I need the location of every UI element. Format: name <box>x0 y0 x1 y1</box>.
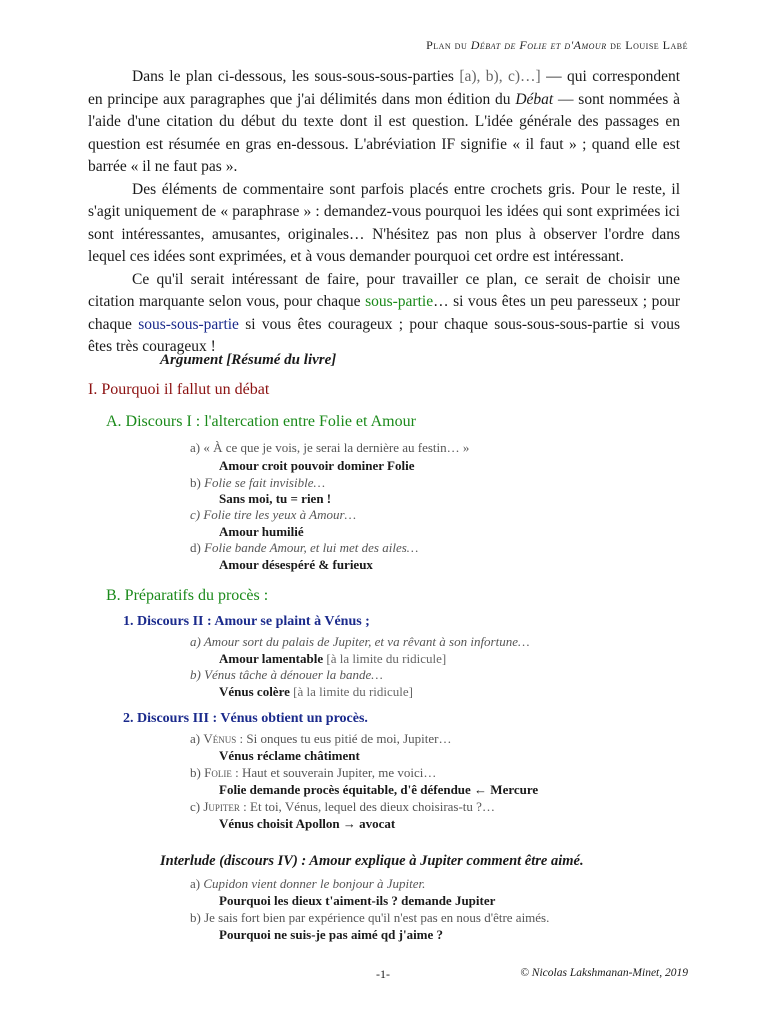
item-summary: Vénus choisit Apollon → avocat <box>219 816 396 831</box>
header-prefix: Plan du <box>426 38 471 52</box>
intro-p3-text-2: … si vous êtes un peu paresseux ; pour chaque <box>88 293 680 333</box>
intro-p3-sous-sous-partie: sous-sous-partie <box>138 315 239 333</box>
header-suffix: de Louise Labé <box>606 38 688 52</box>
part-1-heading: I. Pourquoi il fallut un débat <box>88 381 270 398</box>
item-summary: Amour lamentable [à la limite du ridicule] <box>219 651 447 666</box>
item-summary: Amour croit pouvoir dominer Folie <box>219 458 415 473</box>
intro-p1-text: Dans le plan ci-dessous, les sous-sous-sous-parties <box>132 68 460 85</box>
argument-heading: Argument [Résumé du livre] <box>160 352 337 368</box>
intro-p3-text-4: si vous êtes très courageux ! <box>88 315 680 355</box>
intro-p3-text-3: si vous êtes courageux ; pour chaque <box>238 315 495 333</box>
list-item: a) Cupidon vient donner le bonjour à Jupiter. <box>190 876 426 891</box>
intro-p3-sous-sous-sous-partie: sous-sous-sous-partie <box>494 315 628 333</box>
header-title: Débat de Folie et d'Amour <box>470 38 607 52</box>
intro-p3-sous-partie: sous-partie <box>365 293 434 310</box>
intro-p1-text-3: — sont nommées à l'aide d'une citation du début du texte dont il est question. L'idée générale des passages en question est résumée en gras en-dessous. L'abréviation IF signifie « il faut » ; quand elle est barrée « il ne faut pas ». <box>88 90 681 175</box>
introduction <box>88 66 680 359</box>
interlude-heading: Interlude (discours IV) : Amour explique à Jupiter comment être aimé. <box>160 853 584 869</box>
list-item: a) Amour sort du palais de Jupiter, et va rêvant à son infortune… <box>190 634 530 649</box>
list-item: b) Je sais fort bien par expérience qu'il n'est pas en nous d'être aimés. <box>190 910 550 925</box>
intro-p1-title: Débat <box>515 90 554 108</box>
intro-p3-text: Ce qu'il serait intéressant de faire, pour travailler ce plan, ce serait de choisir une citation marquante selon vous, pour chaque <box>88 270 680 310</box>
list-item: b) Vénus tâche à dénouer la bande… <box>190 667 383 682</box>
page-number: -1- <box>376 967 390 981</box>
intro-p1-markers: [a), b), c)…] <box>459 68 541 85</box>
subsection-1-heading: 1. Discours II : Amour se plaint à Vénus ; <box>123 614 370 629</box>
running-header <box>426 38 688 53</box>
item-summary: Sans moi, tu = rien ! <box>219 491 332 506</box>
section-a-heading: A. Discours I : l'altercation entre Folie et Amour <box>106 413 416 430</box>
intro-paragraph-2: Des éléments de commentaire sont parfois placés entre crochets gris. Pour le reste, il s'agit uniquement de « paraphrase » : demandez-vous pourquoi les idées qui sont exprimées ici sont intéressantes, amusantes, originales… N'hésitez pas non plus à observer l'ordre dans lequel ces idées sont exprimées, et à vous demander pourquoi cet ordre est intéressant. <box>88 180 680 265</box>
intro-paragraph-1 <box>88 66 680 179</box>
item-summary: Vénus colère [à la limite du ridicule] <box>219 684 413 699</box>
item-summary: Folie demande procès équitable, d'ê défendue ← Mercure <box>219 782 539 797</box>
item-summary: Pourquoi ne suis-je pas aimé qd j'aime ? <box>219 927 444 942</box>
intro-paragraph-3 <box>88 269 680 359</box>
list-item: a) « À ce que je vois, je serai la dernière au festin… » <box>190 440 470 455</box>
list-item: d) Folie bande Amour, et lui met des ailes… <box>190 540 419 555</box>
item-summary: Pourquoi les dieux t'aiment-ils ? demande Jupiter <box>219 893 496 908</box>
intro-p1-text-2: — qui correspondent en principe aux paragraphes que j'ai délimités dans mon édition du <box>88 68 681 108</box>
item-summary: Amour désespéré & furieux <box>219 557 373 572</box>
list-item: a) Vénus : Si onques tu eus pitié de moi, Jupiter… <box>190 731 452 746</box>
item-summary: Vénus réclame châtiment <box>219 748 360 763</box>
subsection-2-heading: 2. Discours III : Vénus obtient un procès. <box>123 711 368 726</box>
list-item: b) Folie se fait invisible… <box>190 475 326 490</box>
item-summary: Amour humilié <box>219 524 304 539</box>
list-item: b) Folie : Haut et souverain Jupiter, me voici… <box>190 765 437 780</box>
list-item: c) Folie tire les yeux à Amour… <box>190 507 357 522</box>
copyright: © Nicolas Lakshmanan-Minet, 2019 <box>520 967 688 979</box>
list-item: c) Jupiter : Et toi, Vénus, lequel des dieux choisiras-tu ?… <box>190 799 495 814</box>
section-b-heading: B. Préparatifs du procès : <box>106 587 269 604</box>
